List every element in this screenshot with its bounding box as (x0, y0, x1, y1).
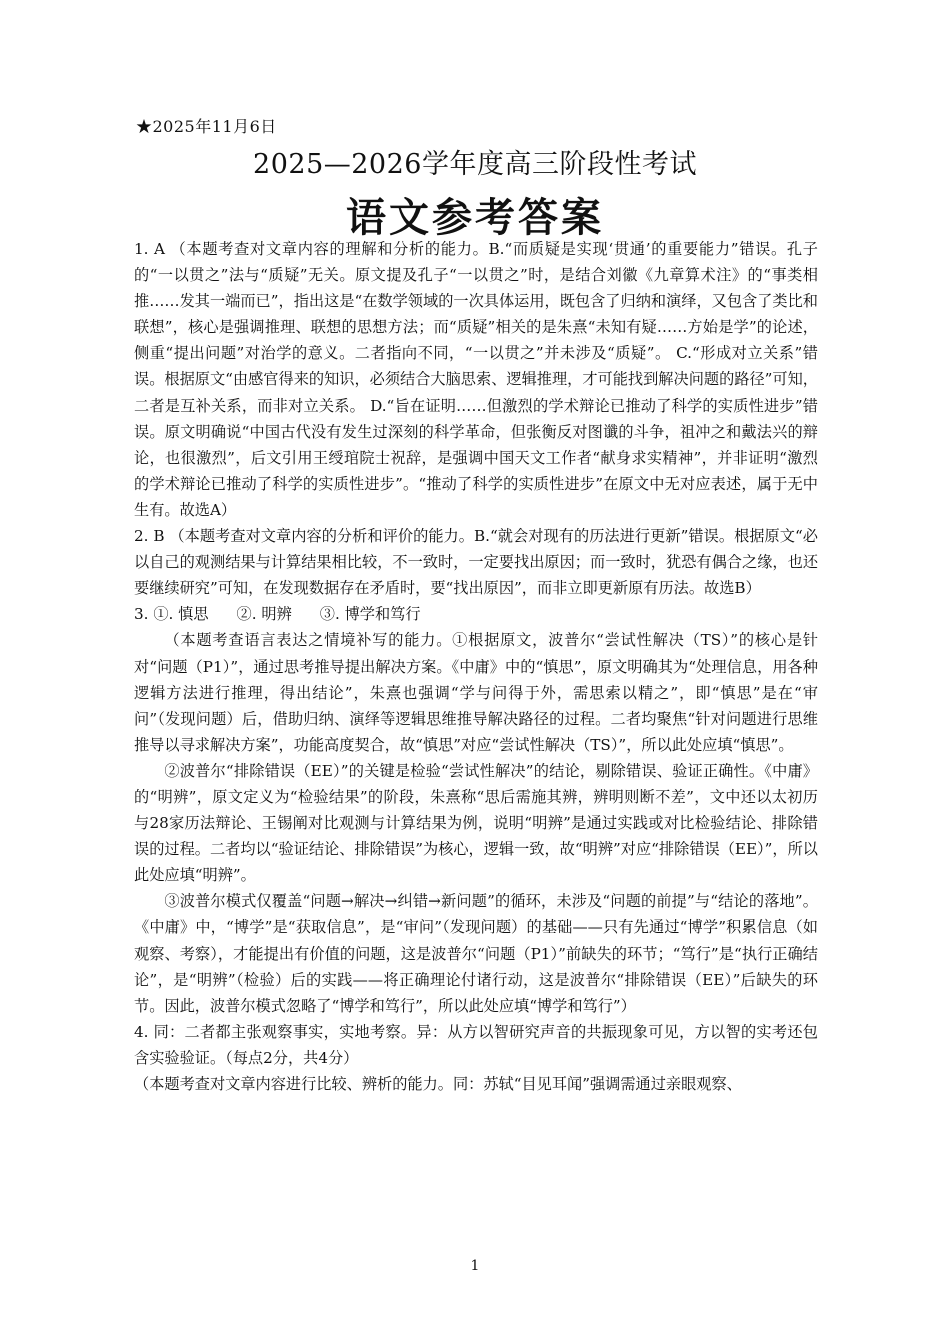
answer-q3-explanation-3: ③波普尔模式仅覆盖“问题→解决→纠错→新问题”的循环，未涉及“问题的前提”与“结论的落地”。《中庸》中，“博学”是“获取信息”，是“审问”（发现问题）的基础——只有先通过“博学”积累信息（如观察、考察），才能提出有价值的问题，这是波普尔“问题（P1）”前缺失的环节；“笃行”是“执行正确结论”，是“明辨”（检验）后的实践——将正确理论付诸行动，这是波普尔“排除错误（EE）”后缺失的环节。因此，波普尔模式忽略了“博学和笃行”，所以此处应填“博学和笃行”） (134, 892, 818, 1015)
exam-date: ★2025年11月6日 (136, 117, 277, 136)
answer-q3-item-2: ②. 明辨 (236, 605, 292, 624)
page-title: 语文参考答案 (346, 194, 604, 241)
answer-q3-item-1: 3. ①. 慎思 (134, 605, 209, 624)
answer-body (134, 236, 818, 1097)
answer-q3-explanation-2: ②波普尔“排除错误（EE）”的关键是检验“尝试性解决”的结论，剔除错误、验证正确性。《中庸》的“明辨”，原文定义为“检验结果”的阶段，朱熹称“思后需施其辨，辨明则断不差”，文中还以太初历与28家历法辩论、王锡阐对比观测与计算结果为例，说明“明辨”是通过实践或对比检验结论、排除错误的过程。二者均以“验证结论、排除错误”为核心，逻辑一致，故“明辨”对应“排除错误（EE）”，所以此处应填“明辨”。 (134, 761, 818, 885)
page-number: 1 (470, 1258, 480, 1274)
answer-q2: 2. B （本题考查对文章内容的分析和评价的能力。B.“就会对现有的历法进行更新”错误。根据原文“必以自己的观测结果与计算结果相比较，不一致时，一定要找出原因；而一致时，犹恐有偶合之缘，也还要继续研究”可知，在发现数据存在矛盾时，要“找出原因”，而非立即更新原有历法。故选B） (134, 527, 818, 598)
answer-q3-item-3: ③. 博学和笃行 (319, 605, 421, 624)
answer-q4: 4. 同：二者都主张观察事实，实地考察。异：从方以智研究声音的共振现象可见，方以智的实考还包含实验验证。（每点2分，共4分） (134, 1022, 818, 1067)
exam-title: 2025—2026学年度高三阶段性考试 (253, 149, 697, 180)
answer-q1: 1. A （本题考查对文章内容的理解和分析的能力。B.“而质疑是实现‘贯通’的重要能力”错误。孔子的“一以贯之”法与“质疑”无关。原文提及孔子“一以贯之”时，是结合刘徽《九章算术注》的“事类相推……发其一端而已”，指出这是“在数学领域的一次具体运用，既包含了归纳和演绎，又包含了类比和联想”，核心是强调推理、联想的思想方法；而“质疑”相关的是朱熹“未知有疑……方始是学”的论述，侧重“提出问题”对治学的意义。二者指向不同，“一以贯之”并未涉及“质疑”。 C.“形成对立关系”错误。根据原文“由感官得来的知识，必须结合大脑思索、逻辑推理，才可能找到解决问题的路径”可知，二者是互补关系，而非对立关系。 D.“旨在证明……但激烈的学术辩论已推动了科学的实质性进步”错误。原文明确说“中国古代没有发生过深刻的科学革命，但张衡反对图谶的斗争，祖冲之和戴法兴的辩论，也很激烈”，后文引用王绶琯院士祝辞，是强调中国天文工作者“献身求实精神”，并非证明“激烈的学术辩论已推动了科学的实质性进步”。“推动了科学的实质性进步”在原文中无对应表述，属于无中生有。故选A） (134, 240, 818, 519)
answer-q3-explanation-1: （本题考查语言表达之情境补写的能力。①根据原文，波普尔“尝试性解决（TS）”的核心是针对“问题（P1）”，通过思考推导提出解决方案。《中庸》中的“慎思”，原文明确其为“处理信息，用各种逻辑方法进行推理，得出结论”，朱熹也强调“学与问得于外，需思索以精之”，即“慎思”是在“审问”（发现问题）后，借助归纳、演绎等逻辑思维推导解决路径的过程。二者均聚焦“针对问题进行思维推导以寻求解决方案”，功能高度契合，故“慎思”对应“尝试性解决（TS）”，所以此处应填“慎思”。 (134, 631, 818, 754)
answer-q3-items (134, 601, 818, 627)
answer-q4-note: （本题考查对文章内容进行比较、辨析的能力。同：苏轼“目见耳闻”强调需通过亲眼观察、 (134, 1075, 742, 1093)
